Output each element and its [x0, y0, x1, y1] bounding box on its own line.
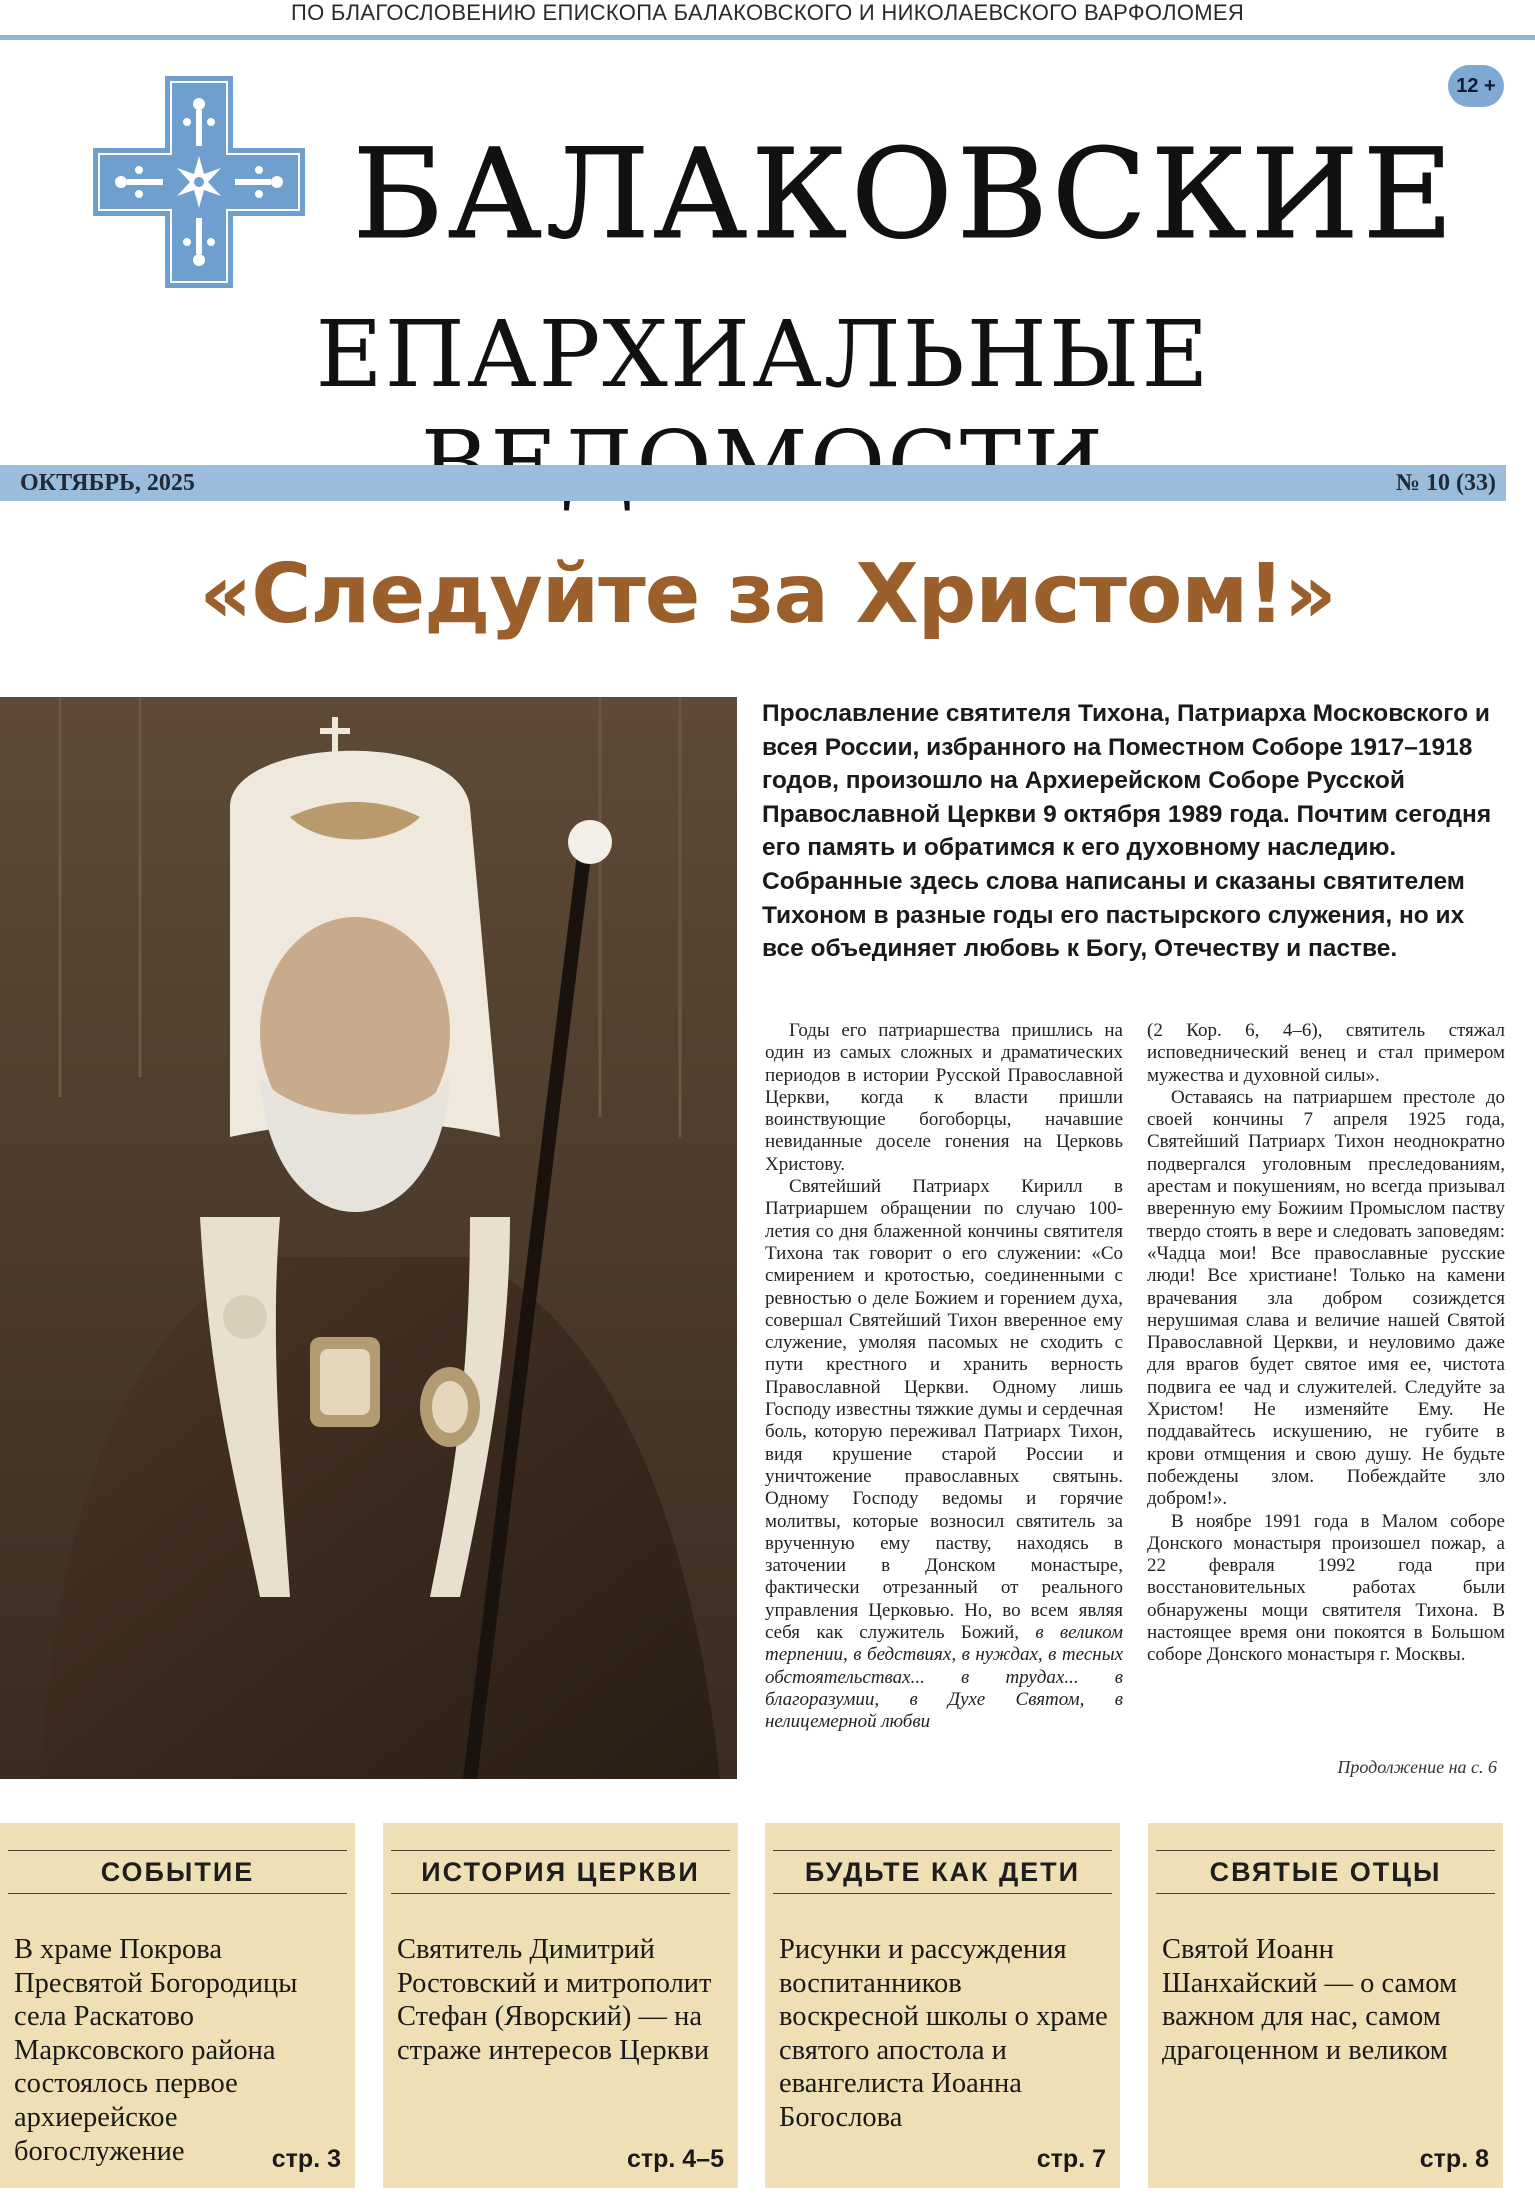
teaser-page-ref[interactable]: стр. 7 [1036, 2145, 1106, 2173]
article-column-2 [1147, 1020, 1505, 1667]
teaser-label: ИСТОРИЯ ЦЕРКВИ [421, 1857, 700, 1887]
article-column-1 [765, 1020, 1123, 1734]
patriarch-photo [0, 697, 737, 1779]
article-paragraph: Оставаясь на патриаршем престоле до своей кончины 7 апреля 1925 года, Святейший Патриарх Тихон неоднократно подвергался уголовным преследованиям, арестам и покушениям, но всегда призывал вверенную ему Божиим Промыслом паству твердо стоять в вере и следовать заповедям: «Чадца мои! Все православные русские люди! Все христиане! Только на камени врачевания зла добром созиждется нерушимая слава и величие нашей Святой Православной Церкви, и неуловимо даже для врагов будет святое имя ее, чистота подвига ее чад и служителей. Следуйте за Христом! Не изменяйте Ему. Не поддавайтесь искушению, не губите в крови отмщения и свою душу. Не будьте побеждены злом. Побеждайте зло добром!». [1147, 1086, 1505, 1510]
article-paragraph: Годы его патриаршества пришлись на один из самых сложных и драматических периодов в истории Русской Православной Церкви, когда к власти пришли воинствующие богоборцы, начавшие невиданные доселе гонения на Церковь Христову. [765, 1020, 1123, 1175]
divider [391, 1893, 730, 1894]
masthead-title-line1: БАЛАКОВСКИЕ [352, 123, 1458, 267]
issue-date: ОКТЯБРЬ, 2025 [20, 470, 195, 496]
teaser-label: БУДЬТЕ КАК ДЕТИ [804, 1857, 1081, 1887]
continued-note: Продолжение на с. 6 [1337, 1757, 1497, 1777]
divider [773, 1850, 1112, 1851]
divider [8, 1893, 347, 1894]
teaser-text: Рисунки и рассуждения воспитанников воскресной школы о храме святого апостола и евангелиста Иоанна Богослова [779, 1934, 1108, 2133]
article-paragraph: В ноябре 1991 года в Малом соборе Донского монастыря произошел пожар, а 22 февраля 1992 года при восстановительных работах были обнаружены мощи святителя Тихона. В настоящее время они покоятся в Большом соборе Донского монастыря г. Москвы. [1147, 1510, 1505, 1666]
divider [391, 1850, 730, 1851]
teaser-label: СОБЫТИЕ [100, 1857, 255, 1887]
date-bar [0, 465, 1506, 501]
blessing-line: ПО БЛАГОСЛОВЕНИЮ ЕПИСКОПА БАЛАКОВСКОГО И НИКОЛАЕВСКОГО ВАРФОЛОМЕЯ [0, 0, 1535, 40]
teaser-holy-fathers[interactable] [1148, 1823, 1503, 2188]
lead-text: Прославление святителя Тихона, Патриарха Московского и всея России, избранного на Поместном Соборе 1917–1918 годов, произошло на Архиерейском Соборе Русской Православной Церкви 9 октября 1989 года. Почтим сегодня его память и обратимся к его духовному наследию. Собранные здесь слова написаны и сказаны святителем Тихоном в разные годы его пастырского служения, но их все объединяет любовь к Богу, Отечеству и пастве. [762, 700, 1492, 963]
teaser-label: СВЯТЫЕ ОТЦЫ [1209, 1857, 1442, 1887]
divider [1156, 1850, 1495, 1851]
article-headline: «Следуйте за Христом!» [199, 547, 1336, 642]
masthead-title-line2: ЕПАРХИАЛЬНЫЕ [315, 301, 1211, 408]
teaser-page-ref[interactable]: стр. 4–5 [626, 2145, 724, 2173]
divider [1156, 1893, 1495, 1894]
cross-icon [93, 76, 305, 288]
article-paragraph [765, 1176, 1123, 1733]
teaser-text: Святой Иоанн Шанхайский — о самом важном для нас, самом драгоценном и великом [1162, 1934, 1457, 2066]
teaser-text: В храме Покрова Пресвятой Богородицы села Раскатово Марксовского района состоялось первое архиерейское богослужение [14, 1934, 298, 2167]
teaser-page-ref[interactable]: стр. 8 [1419, 2145, 1489, 2173]
teaser-church-history[interactable] [383, 1823, 738, 2188]
teaser-page-ref[interactable]: стр. 3 [271, 2145, 341, 2173]
divider [773, 1893, 1112, 1894]
article-paragraph: (2 Кор. 6, 4–6), святитель стяжал исповеднический венец и стал примером мужества и духовной силы». [1147, 1020, 1505, 1086]
scripture-quote: в великом терпении, в бедствиях, в нуждах, в тесных обстоятельствах... в трудах... в благоразумии, в Духе Святом, в нелицемерной любви [765, 1622, 1123, 1733]
issue-number: № 10 (33) [1395, 470, 1496, 496]
divider [8, 1850, 347, 1851]
article-lead [762, 697, 1502, 966]
teaser-be-like-children[interactable] [765, 1823, 1120, 2188]
teaser-text: Святитель Димитрий Ростовский и митрополит Стефан (Яворский) — на страже интересов Церкви [397, 1934, 712, 2066]
teaser-event[interactable] [0, 1823, 355, 2188]
age-rating-badge: 12 + [1448, 65, 1504, 107]
paragraph-text: Святейший Патриарх Кирилл в Патриаршем обращении по случаю 100-летия со дня блаженной кончины святителя Тихона так говорит о его служении: «Со смирением и кротостью, соединенными с ревностью о деле Божием и горением духа, совершал Святейший Тихон вверенное ему служение, умоляя пасомых не сходить с пути крестного и хранить верность Православной Церкви. Одному лишь Господу известны тяжкие думы и сердечная боль, которую переживал Патриарх Тихон, видя крушение старой России и уничтожение православных святынь. Одному Господу ведомы и горячие молитвы, которые возносил святитель за врученную ему паству, находясь в заточении в Донском монастыре, фактически отрезанный от реального управления Церковью. Но, во всем являя себя как служитель Божий, [765, 1176, 1123, 1644]
